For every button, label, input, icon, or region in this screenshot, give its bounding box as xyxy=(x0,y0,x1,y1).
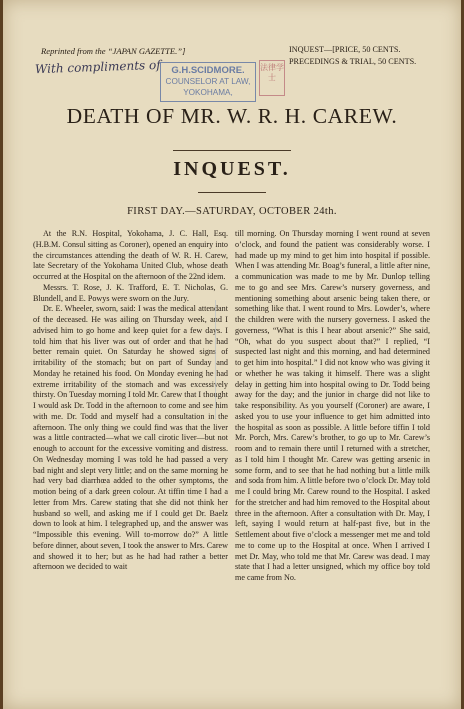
paragraph: Dr. E. Wheeler, sworn, said: I was the medical attendant of the deceased. He was ailing on Thursday week, and I advised him to go home and keep quiet for a few days. I told him that his liver was out of order and that he had better remain quiet. On Saturday he showed signs of irritability of the stomach; but on part of Sunday and Monday he retained his food. On Monday evening he had extreme irritability of the stomach and was excessively thirsty. On Tuesday morning I told Mr. Carew that I thought I would ask Dr. Todd in the afternoon to come and see him with me. Dr. Todd and myself had a consultation in the afternoon. The only thing we could find was that the liver was a little contracted—what we call cirotic liver—but not enough to account for the excessive vomiting and distress. On Wednesday morning I was told he had passed a very bad night and slept very little; and on the same morning he had very bad diarrhœa added to the other symptoms, the motion being of a dark green colour. At tiffin time I had a letter from Mrs. Carew stating that she did not think her husband so well, and asking me if I could get Dr. Baelz down to look at him. I telegraphed up, and the answer was “Impossible this evening. Will to-morrow do?” A little before dinner, about seven, I took the answer to Mrs. Carew and showed it to her; but as he had had rather a better afternoon we decided to wait xyxy=(33,304,228,572)
section-heading: INQUEST. xyxy=(173,158,291,180)
red-seal: 法律学士 xyxy=(259,60,285,96)
price-line-trial: PRECEDINGS & TRIAL, 50 CENTS. xyxy=(289,57,417,66)
document-page xyxy=(3,0,461,709)
stamp-city: YOKOHAMA, xyxy=(183,88,233,97)
paragraph: At the R.N. Hospital, Yokohama, J. C. Hall, Esq. (H.B.M. Consul sitting as Coroner), opened an enquiry into the circumstances attending the death of W. R. H. Carew, late Secretary of the Yokohama United Club, whose death occurred at the Hospital on the afternoon of the 22nd idem. xyxy=(33,229,228,281)
crease-mark xyxy=(215,300,216,420)
handwritten-inscription: With compliments of xyxy=(34,57,161,77)
stamp-name: G.H.SCIDMORE. xyxy=(171,65,245,76)
title-divider xyxy=(173,150,291,151)
page-title: DEATH OF MR. W. R. H. CAREW. xyxy=(66,104,398,128)
price-block xyxy=(289,44,416,68)
right-column xyxy=(235,229,430,584)
scidmore-stamp xyxy=(160,62,256,102)
left-column xyxy=(33,229,228,573)
reprint-note: Reprinted from the “JAPAN GAZETTE.”] xyxy=(41,46,186,56)
heading-divider xyxy=(198,192,266,193)
paragraph: till morning. On Thursday morning I went round at seven o’clock, and found the patient was considerably worse. I had made up my mind to get him into hospital if possible. When I was attending Mr. Boag’s funeral, a little after nine, a communication was made to me by Mr. Dunlop telling me to go and see Mrs. Carew’s nursery governess, and mentioning something about arsenic being taken there, or something like that. I went round to Mrs. Lowder’s, where the children were with the nursery governess. I asked the governess, “What is this I hear about arsenic?” She said, “Oh, what do you suspect about that?” I replied, “I suspected last night and this morning, and had determined to get him into hospital.” I did not know who was giving it or whether he was taking it himself. There was a slight delay in getting him into hospital owing to Dr. Todd being away for the day; and the junior in charge did not like to take responsibility. As you yourself (Coroner) are aware, I asked you to use your influence to get him admitted into the hospital as soon as possible. A little before tiffin I told Mr. Porch, Mrs. Carew’s brother, to go up to Mr. Carew’s room and to remain there until I returned with a stretcher, as I told him I thought Mr. Carew was getting arsenic in some form, and to see that he had nothing but a little milk and soda from him. A little before two o’clock Dr. May told me I could bring Mr. Carew round to the Hospital. I asked for the stretcher and had him removed to the Hospital about three in the afternoon. After a consultation with Dr. May, I left, saying I would return at half-past five, but in the Settlement about five o’clock a messenger met me and told me to come up to the Hospital at once. When I arrived I met Dr. May, who told me that Mr. Carew was dead. I may state that I had a letter unsigned, which my office boy told me came from No. xyxy=(235,229,430,582)
stamp-title: COUNSELOR AT LAW, xyxy=(165,77,251,86)
paragraph: Messrs. T. Rose, J. K. Trafford, E. T. Nicholas, G. Blundell, and E. Powys were sworn on the Jury. xyxy=(33,282,228,303)
price-line-inquest: INQUEST—[PRICE, 50 CENTS. xyxy=(289,45,401,54)
day-heading: FIRST DAY.—SATURDAY, OCTOBER 24th. xyxy=(127,206,337,217)
